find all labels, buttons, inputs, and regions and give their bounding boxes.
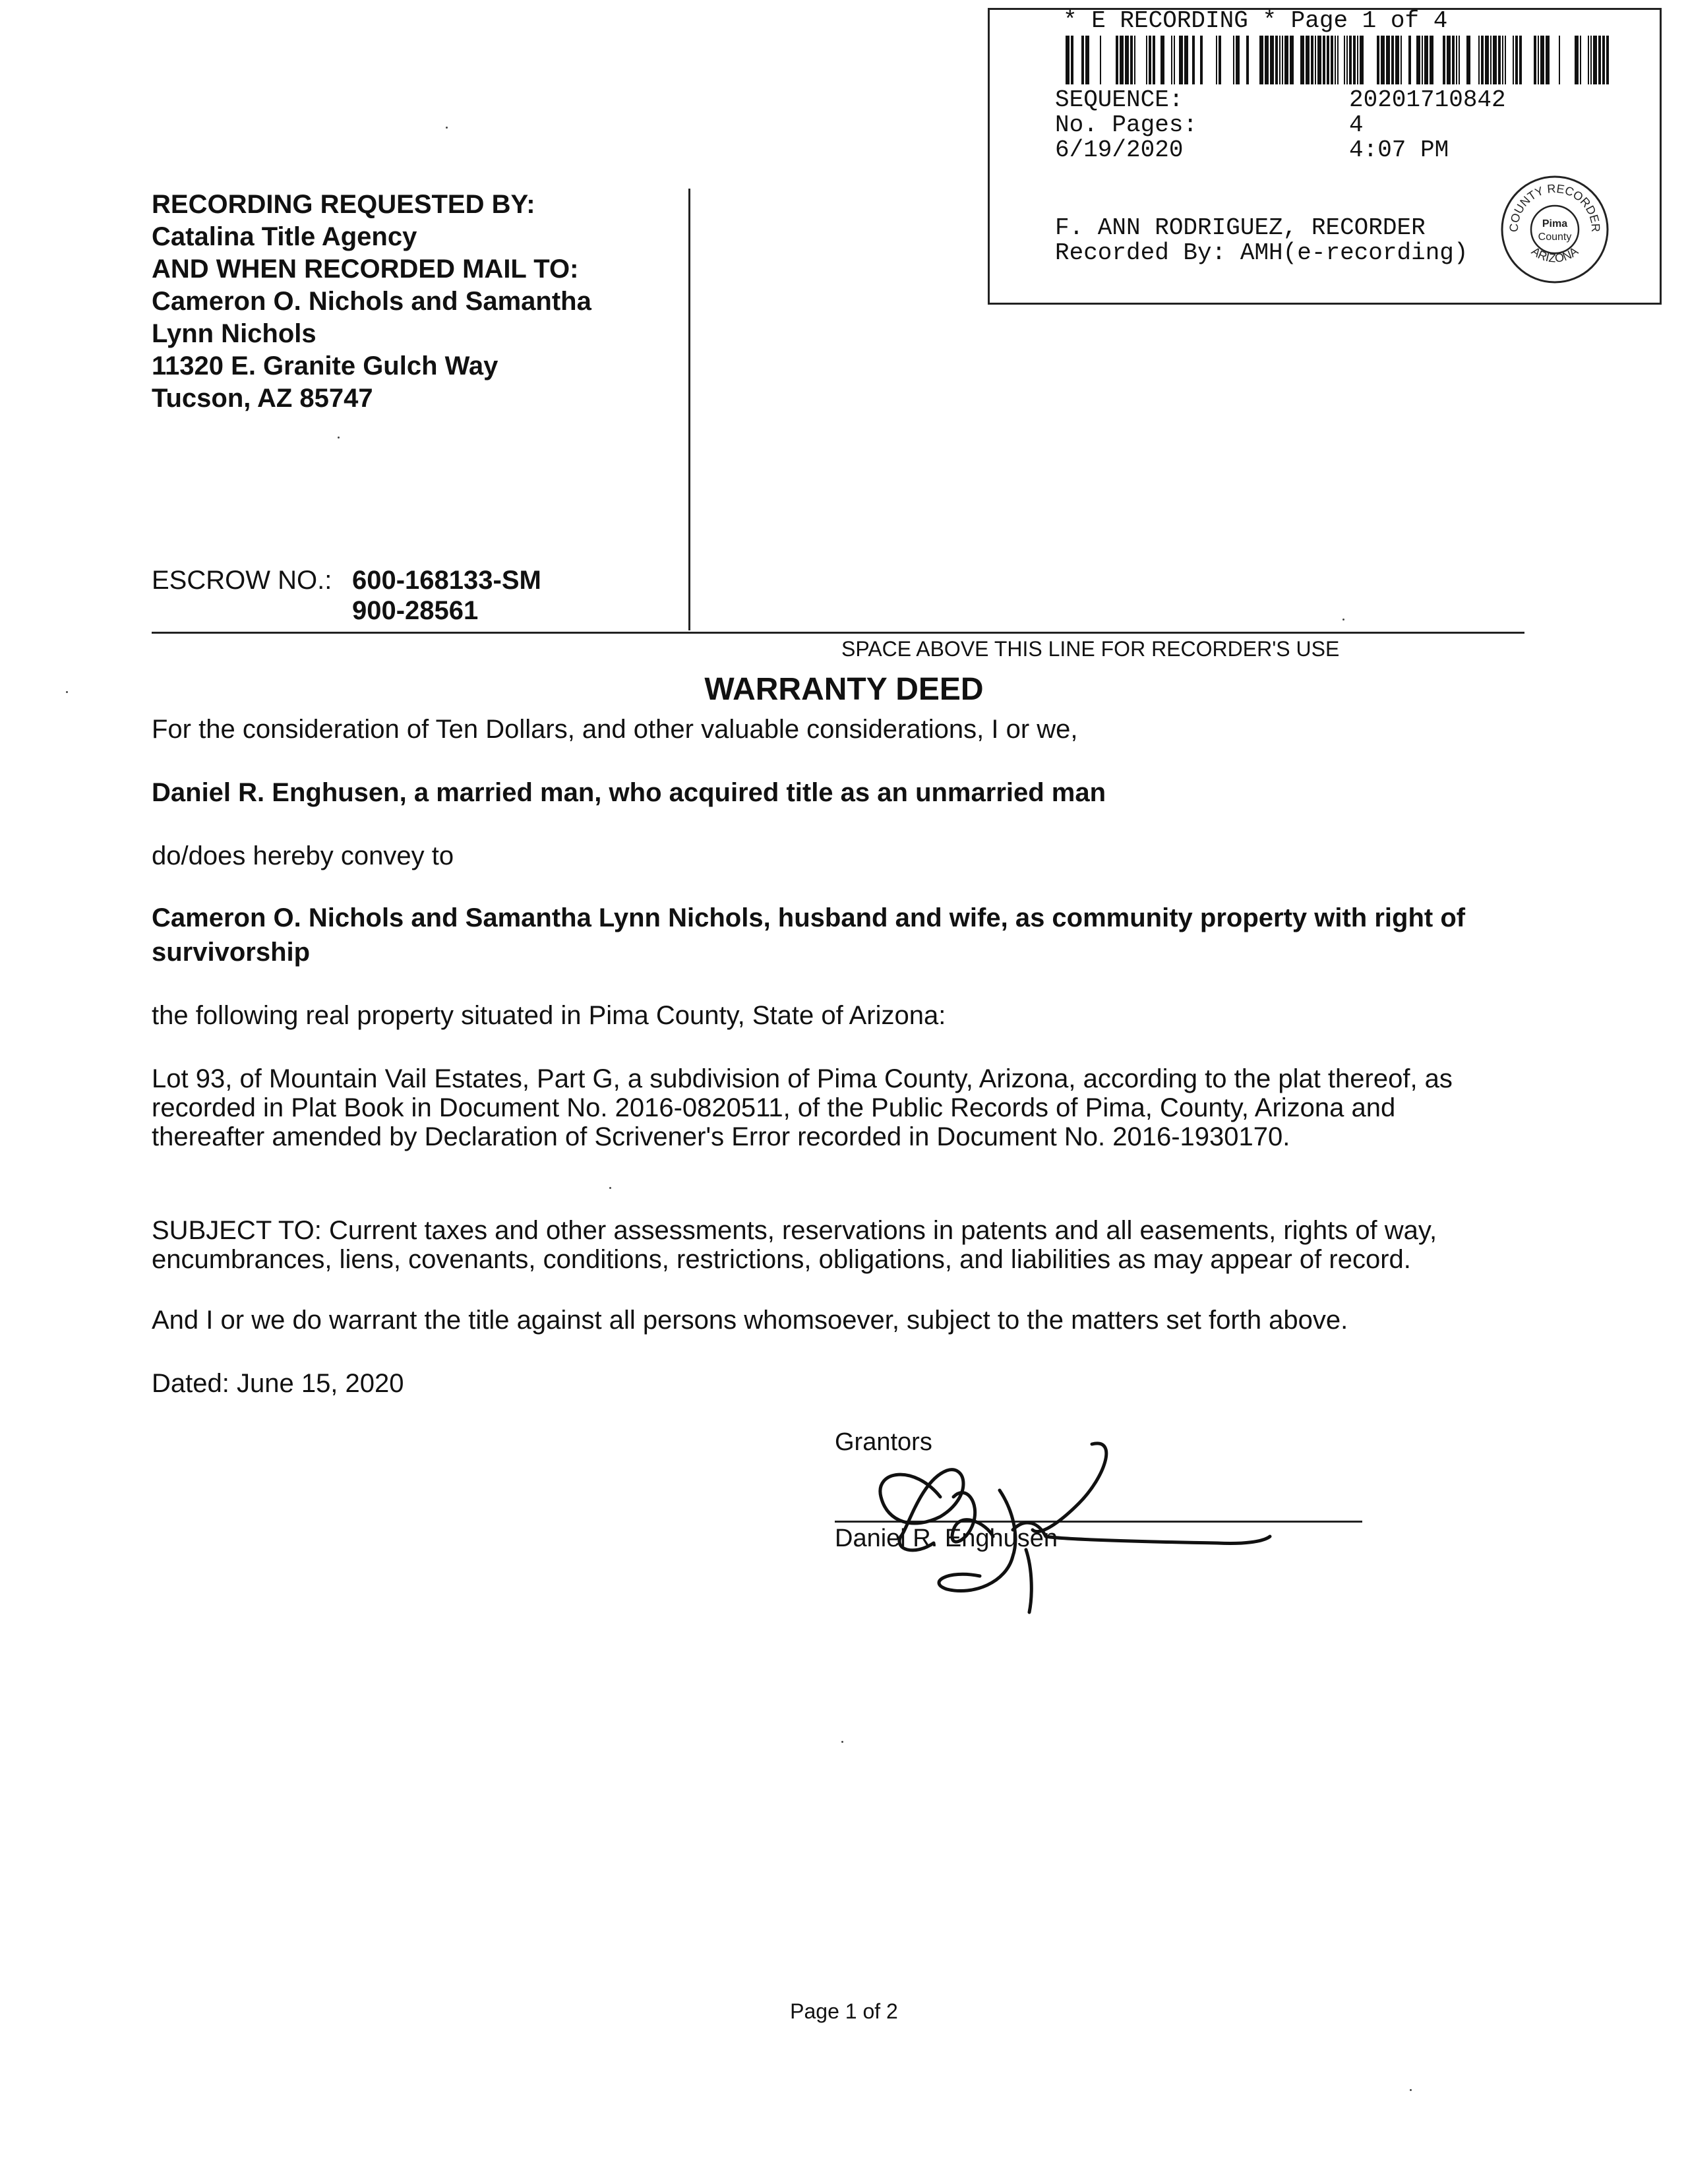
barcode-bar xyxy=(1447,36,1451,84)
seal-bottom-text: ARIZONA xyxy=(1528,244,1581,265)
barcode-bar xyxy=(1534,36,1536,84)
escrow-label: ESCROW NO.: xyxy=(152,566,332,595)
barcode-bar xyxy=(1282,36,1283,84)
pages-value: 4 xyxy=(1349,111,1364,138)
sequence-label: SEQUENCE: xyxy=(1055,86,1184,113)
barcode-bar xyxy=(1200,36,1203,84)
barcode-bar xyxy=(1505,36,1506,84)
barcode-bar xyxy=(1606,36,1609,84)
scan-speck xyxy=(446,127,448,129)
barcode-bar xyxy=(1184,36,1188,84)
mail-to-address-line1: 11320 E. Granite Gulch Way xyxy=(152,351,498,380)
barcode-bar xyxy=(1452,36,1455,84)
barcode-bar xyxy=(1066,36,1070,84)
barcode-bar xyxy=(1160,36,1164,84)
barcode-bar xyxy=(1485,36,1489,84)
scan-speck xyxy=(1342,619,1344,621)
barcode-bar xyxy=(1575,36,1579,84)
sequence-value: 20201710842 xyxy=(1349,86,1506,113)
recording-time: 4:07 PM xyxy=(1349,136,1449,164)
barcode-bar xyxy=(1559,36,1560,84)
recorded-by: Recorded By: AMH(e-recording) xyxy=(1055,239,1468,266)
barcode-bar xyxy=(1120,36,1124,84)
barcode-bar xyxy=(1246,36,1249,84)
grantee-line-2: survivorship xyxy=(152,938,311,967)
barcode-bar xyxy=(1540,36,1544,84)
escrow-number-2: 900-28561 xyxy=(352,596,479,625)
barcode-bar xyxy=(1519,36,1522,84)
barcode-bar xyxy=(1100,36,1101,84)
barcode-bar xyxy=(1466,36,1470,84)
barcode-bar xyxy=(1331,36,1333,84)
barcode-bar xyxy=(1171,36,1172,84)
barcode-bar xyxy=(1337,36,1339,84)
barcode-bar xyxy=(1071,36,1073,84)
barcode-bar xyxy=(1279,36,1281,84)
seal-center-text-1: Pima xyxy=(1542,218,1568,229)
mail-to-name-line2: Lynn Nichols xyxy=(152,319,316,348)
barcode-bar xyxy=(1149,36,1151,84)
barcode-bar xyxy=(1391,36,1394,84)
recorder-use-note: SPACE ABOVE THIS LINE FOR RECORDER'S USE xyxy=(841,637,1340,661)
barcode-bar xyxy=(1593,36,1597,84)
scan-speck xyxy=(841,1741,843,1743)
barcode-bar xyxy=(1416,36,1420,84)
grantor-text: Daniel R. Enghusen, a married man, who acquired title as an unmarried man xyxy=(152,778,1106,807)
grantors-label: Grantors xyxy=(835,1428,932,1456)
barcode-bar xyxy=(1493,36,1497,84)
barcode-bar xyxy=(1580,36,1581,84)
handwritten-signature xyxy=(815,1424,1342,1616)
barcode-bar xyxy=(1430,36,1433,84)
barcode-bar xyxy=(1490,36,1492,84)
barcode-bar xyxy=(1317,36,1321,84)
legal-description-line-1: Lot 93, of Mountain Vail Estates, Part G, a subdivision of Pima County, Arizona, according to the plat thereof, as xyxy=(152,1064,1453,1093)
barcode-bar xyxy=(1323,36,1325,84)
barcode-bar xyxy=(1481,36,1484,84)
barcode-bar xyxy=(1275,36,1278,84)
barcode-bar xyxy=(1349,36,1352,84)
barcode-bar xyxy=(1381,36,1385,84)
barcode-bar xyxy=(1408,36,1411,84)
requested-by-label: RECORDING REQUESTED BY: xyxy=(152,190,535,219)
barcode-bar xyxy=(1335,36,1336,84)
barcode-bar xyxy=(1116,36,1118,84)
barcode-bar xyxy=(1174,36,1175,84)
convey-text: do/does hereby convey to xyxy=(152,841,454,870)
barcode-bar xyxy=(1219,36,1221,84)
barcode-bar xyxy=(1478,36,1480,84)
page-number: Page 1 of 2 xyxy=(790,1999,898,2023)
recorder-name: F. ANN RODRIGUEZ, RECORDER xyxy=(1055,214,1426,241)
barcode-image xyxy=(1063,36,1614,84)
barcode-bar xyxy=(1515,36,1518,84)
barcode-bar xyxy=(1395,36,1399,84)
barcode-bar xyxy=(1130,36,1133,84)
svg-text:ARIZONA xyxy=(1529,245,1581,265)
scan-speck xyxy=(1410,2089,1412,2091)
barcode-bar xyxy=(1085,36,1089,84)
requested-by-name: Catalina Title Agency xyxy=(152,222,417,251)
barcode-bar xyxy=(1456,36,1457,84)
county-seal-icon xyxy=(1498,173,1612,286)
scan-speck xyxy=(609,1187,611,1189)
legal-description-line-3: thereafter amended by Declaration of Scrivener's Error recorded in Document No. 2016-1930170. xyxy=(152,1122,1290,1151)
barcode-bar xyxy=(1360,36,1364,84)
scan-speck xyxy=(66,691,68,693)
seal-top-text: COUNTY RECORDER xyxy=(1507,181,1603,233)
header-vertical-divider xyxy=(688,189,690,630)
stamp-header: * E RECORDING * Page 1 of 4 xyxy=(1063,7,1448,34)
barcode-bar xyxy=(1588,36,1589,84)
barcode-bar xyxy=(1259,36,1263,84)
subject-to-line-2: encumbrances, liens, covenants, conditions, restrictions, obligations, and liabilities as may appear of record. xyxy=(152,1245,1411,1274)
barcode-bar xyxy=(1377,36,1379,84)
scan-speck xyxy=(338,437,340,439)
barcode-bar xyxy=(1590,36,1592,84)
barcode-bar xyxy=(1179,36,1183,84)
barcode-bar xyxy=(1192,36,1195,84)
barcode-bar xyxy=(1306,36,1310,84)
mail-to-label: AND WHEN RECORDED MAIL TO: xyxy=(152,255,579,284)
recorder-space-line xyxy=(152,632,1524,634)
barcode-bar xyxy=(1401,36,1402,84)
barcode-bar xyxy=(1146,36,1147,84)
subject-to-line-1: SUBJECT TO: Current taxes and other assessments, reservations in patents and all easements, rights of way, xyxy=(152,1216,1437,1245)
barcode-bar xyxy=(1153,36,1155,84)
barcode-bar xyxy=(1236,36,1240,84)
barcode-bar xyxy=(1513,36,1514,84)
seal-center-text-2: County xyxy=(1538,231,1572,243)
barcode-bar xyxy=(1498,36,1501,84)
barcode-bar xyxy=(1125,36,1129,84)
barcode-bar xyxy=(1081,36,1084,84)
barcode-bar xyxy=(1386,36,1390,84)
barcode-bar xyxy=(1290,36,1294,84)
legal-description-line-2: recorded in Plat Book in Document No. 2016-0820511, of the Public Records of Pima, County, Arizona and xyxy=(152,1093,1396,1122)
barcode-bar xyxy=(1344,36,1345,84)
grantee-line-1: Cameron O. Nichols and Samantha Lynn Nichols, husband and wife, as community property with right of xyxy=(152,903,1466,932)
barcode-bar xyxy=(1346,36,1348,84)
consideration-text: For the consideration of Ten Dollars, and other valuable considerations, I or we, xyxy=(152,715,1078,744)
recording-date: 6/19/2020 xyxy=(1055,136,1184,164)
barcode-bar xyxy=(1327,36,1329,84)
barcode-bar xyxy=(1424,36,1428,84)
barcode-bar xyxy=(1265,36,1269,84)
property-intro: the following real property situated in Pima County, State of Arizona: xyxy=(152,1001,946,1030)
barcode-bar xyxy=(1353,36,1356,84)
barcode-bar xyxy=(1602,36,1605,84)
mail-to-name-line1: Cameron O. Nichols and Samantha xyxy=(152,287,591,316)
barcode-bar xyxy=(1443,36,1445,84)
mail-to-address-line2: Tucson, AZ 85747 xyxy=(152,384,373,413)
barcode-bar xyxy=(1598,36,1601,84)
barcode-bar xyxy=(1538,36,1539,84)
dated-text: Dated: June 15, 2020 xyxy=(152,1369,404,1398)
barcode-bar xyxy=(1459,36,1460,84)
barcode-bar xyxy=(1315,36,1316,84)
barcode-bar xyxy=(1502,36,1503,84)
barcode-bar xyxy=(1233,36,1234,84)
pages-label: No. Pages: xyxy=(1055,111,1198,138)
barcode-bar xyxy=(1134,36,1135,84)
barcode-bar xyxy=(1270,36,1274,84)
barcode-bar xyxy=(1311,36,1313,84)
warranty-text: And I or we do warrant the title against all persons whomsoever, subject to the matters set forth above. xyxy=(152,1306,1348,1335)
barcode-bar xyxy=(1284,36,1288,84)
barcode-bar xyxy=(1216,36,1217,84)
document-title: WARRANTY DEED xyxy=(704,672,984,707)
escrow-number-1: 600-168133-SM xyxy=(352,566,541,595)
barcode-bar xyxy=(1546,36,1550,84)
barcode-bar xyxy=(1422,36,1423,84)
signer-name: Daniel R. Enghusen xyxy=(835,1525,1058,1552)
barcode-bar xyxy=(1300,36,1304,84)
barcode-bar xyxy=(1357,36,1358,84)
